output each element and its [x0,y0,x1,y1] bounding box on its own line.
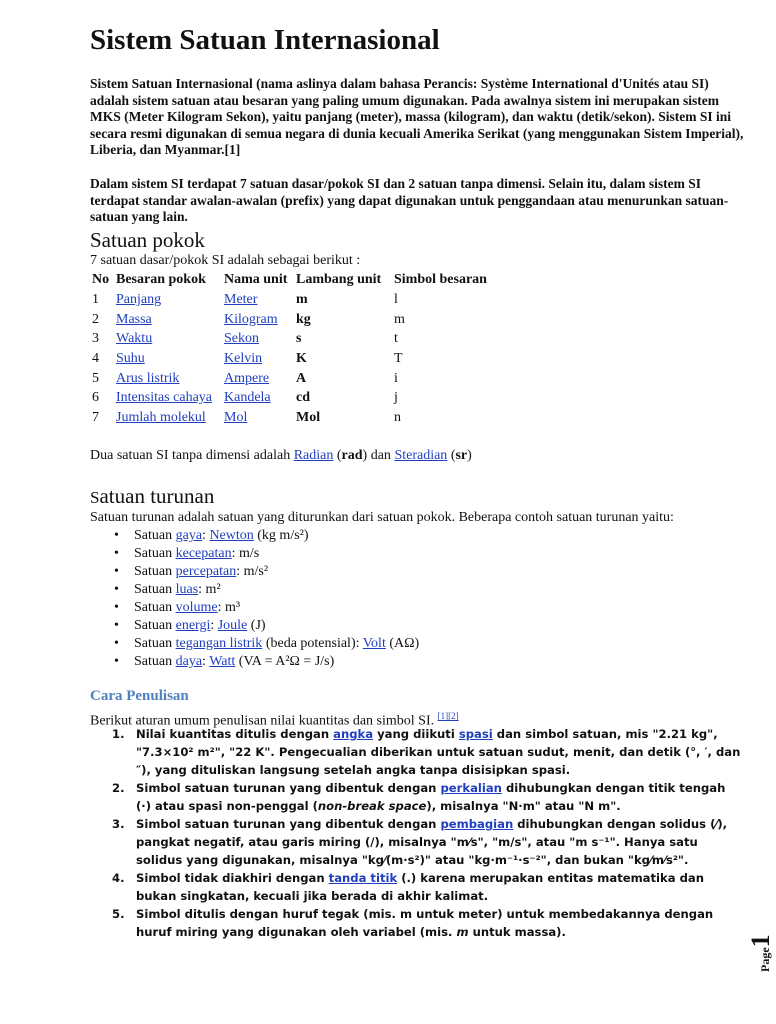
list-item: • Satuan energi: Joule (J) [114,618,266,633]
bullet-icon: • [114,654,119,669]
page-number: 1 [746,934,775,948]
sr-symbol: sr [455,448,468,463]
cell-no: 1 [92,291,99,307]
cell-no: 5 [92,370,99,386]
cell-simbol: i [394,370,398,386]
steradian-link[interactable]: Steradian [394,448,448,463]
rule-number: 1. [112,727,125,741]
rule-item: 5. Simbol ditulis dengan huruf tegak (mis. m untuk meter) untuk membedakannya dengan huruf miring yang digunakan oleh variabel (mis. m untuk massa). [112,907,714,939]
dimensionless-units-text: Dua satuan SI tanpa dimensi adalah Radian (rad) dan Steradian (sr) [90,448,472,463]
quantity-link[interactable]: percepatan [175,564,237,579]
cell-lambang-unit: m [296,291,308,307]
list-item: • Satuan luas: m² [114,582,221,597]
cell-no: 6 [92,390,99,406]
page-word: Page [758,947,772,972]
table-header-row [90,270,491,290]
rule-link[interactable]: spasi [458,727,493,741]
page-title: Sistem Satuan Internasional [90,24,440,56]
rule-number: 4. [112,871,125,885]
writing-rules-list [112,725,742,941]
cell-lambang-unit: A [296,370,307,386]
quantity-link[interactable]: gaya [175,528,203,543]
rule-link[interactable]: perkalian [440,781,502,795]
quantity-link[interactable]: luas [175,582,199,597]
quantity-link[interactable]: energi [175,618,211,633]
rule-link[interactable]: tanda titik [328,871,398,885]
cell-no: 4 [92,350,99,366]
rule-item: 1. Nilai kuantitas ditulis dengan angka yang diikuti spasi dan simbol satuan, mis "2.21 kg", "7.3×10² m²", "22 K". Pengecualian diberikan untuk satuan sudut, menit, dan detik (°, ′, dan ″), yang dituliskan langsung setelah angka tanpa disisipkan spasi. [112,727,741,777]
list-item: • Satuan gaya: Newton (kg m/s²) [114,528,309,543]
heading-satuan-turunan: Satuan turunan [90,484,215,508]
header-nama-unit: Nama unit [224,272,288,287]
unit-link[interactable]: Joule [217,618,248,633]
unit-link[interactable]: Newton [209,528,254,543]
table-body [90,290,491,428]
bullet-icon: • [114,528,119,543]
table-row [90,388,491,408]
rule-item: 4. Simbol tidak diakhiri dengan tanda titik (.) karena merupakan entitas matematika dan bukan singkatan, kecuali jika berada di akhir kalimat. [112,871,704,903]
rule-number: 2. [112,781,125,795]
rule-number: 5. [112,907,125,921]
cell-besaran-link[interactable]: Waktu [116,331,153,347]
satuan-turunan-intro: Satuan turunan adalah satuan yang diturunkan dari satuan pokok. Beberapa contoh satuan turunan yaitu: [90,510,674,525]
header-lambang-unit: Lambang unit [296,272,382,287]
unit-link[interactable]: Volt [362,636,386,651]
heading-cara-penulisan: Cara Penulisan [90,688,189,704]
intro-paragraph-2: Dalam sistem SI terdapat 7 satuan dasar/pokok SI dan 2 satuan tanpa dimensi. Selain itu, dalam sistem SI terdapat standar awalan-awalan (prefix) yang dapat digunakan untuk penggandaan atau menurunkan satuan-satuan yang lain. [90,176,729,224]
heading-satuan-pokok: Satuan pokok [90,228,205,252]
table-row [90,329,491,349]
cell-lambang-unit: kg [296,311,311,327]
quantity-link[interactable]: daya [175,654,203,669]
rule-link[interactable]: pembagian [440,817,514,831]
list-item: • Satuan percepatan: m/s² [114,564,269,579]
cara-penulisan-intro: Berikut aturan umum penulisan nilai kuantitas dan simbol SI. [1][2] [90,711,459,729]
radian-link[interactable]: Radian [293,448,334,463]
table-row [90,290,491,310]
rule-link[interactable]: angka [333,727,374,741]
base-units-table [90,270,491,428]
page-number-label [742,908,775,978]
cell-simbol: l [394,291,398,307]
cell-nama-unit-link[interactable]: Mol [224,409,248,425]
rad-symbol: rad [341,448,363,463]
derived-units-list [114,527,419,671]
rule-item: 2. Simbol satuan turunan yang dibentuk dengan perkalian dihubungkan dengan titik tengah (·) atau spasi non-penggal (non-break space), misalnya "N·m" atau "N m". [112,781,726,813]
rule-item: 3. Simbol satuan turunan yang dibentuk dengan pembagian dihubungkan dengan solidus (⁄), pangkat negatif, atau garis miring (/), misalnya "m⁄s", "m/s", atau "m s⁻¹". Hanya satu solidus yang digunakan, misalnya "kg⁄(m·s²)" atau "kg·m⁻¹·s⁻²", dan bukan "kg⁄m⁄s²". [112,817,728,867]
table-row [90,408,491,428]
quantity-link[interactable]: kecepatan [175,546,232,561]
cell-nama-unit-link[interactable]: Kelvin [224,350,263,366]
table-row [90,310,491,330]
cell-besaran-link[interactable]: Arus listrik [116,370,180,386]
cell-besaran-link[interactable]: Panjang [116,291,162,307]
bullet-icon: • [114,582,119,597]
cell-simbol: j [394,390,398,406]
cell-lambang-unit: Mol [296,409,321,425]
table-row [90,369,491,389]
quantity-link[interactable]: tegangan listrik [175,636,263,651]
cell-simbol: n [394,409,401,425]
cell-besaran-link[interactable]: Intensitas cahaya [116,390,213,406]
list-item: • Satuan kecepatan: m/s [114,546,260,561]
bullet-icon: • [114,636,119,651]
cell-nama-unit-link[interactable]: Meter [224,291,258,307]
dimless-prefix: Dua satuan SI tanpa dimensi adalah [90,448,294,463]
bullet-icon: • [114,600,119,615]
unit-link[interactable]: Watt [209,654,236,669]
list-item: • Satuan tegangan listrik (beda potensial): Volt (AΩ) [114,636,420,651]
cell-besaran-link[interactable]: Suhu [116,350,145,366]
header-no: No [92,272,110,287]
bullet-icon: • [114,618,119,633]
cell-lambang-unit: cd [296,390,310,406]
rule-italic: m [456,925,469,939]
intro-paragraph-1: Sistem Satuan Internasional (nama aslinya dalam bahasa Perancis: Système International d'Unités atau SI) adalah sistem satuan atau besaran yang paling umum digunakan. Pada awalnya sistem ini merupakan sistem MKS (Meter Kilogram Sekon), yaitu panjang (meter), massa (kilogram), dan waktu (detik/sekon). Sistem SI ini secara resmi digunakan di semua negara di dunia kecuali Amerika Serikat (yang menggunakan Sistem Imperial), Liberia, dan Myanmar.[1] [90,76,744,157]
cell-no: 2 [92,311,99,327]
rule-number: 3. [112,817,125,831]
cell-no: 7 [92,409,99,425]
cell-nama-unit-link[interactable]: Kilogram [224,311,278,327]
cell-besaran-link[interactable]: Massa [116,311,152,327]
header-simbol-besaran: Simbol besaran [394,272,487,287]
satuan-pokok-subtitle: 7 satuan dasar/pokok SI adalah sebagai berikut : [90,253,361,268]
cell-nama-unit-link[interactable]: Kandela [224,390,271,406]
list-item: • Satuan daya: Watt (VA = A²Ω = J/s) [114,654,335,669]
cell-simbol: m [394,311,405,327]
cell-nama-unit-link[interactable]: Sekon [224,331,259,347]
bullet-icon: • [114,546,119,561]
table-row [90,349,491,369]
header-besaran: Besaran pokok [116,272,206,287]
cell-lambang-unit: K [296,350,307,366]
rule-italic: non-break space [317,799,427,813]
bullet-icon: • [114,564,119,579]
cell-besaran-link[interactable]: Jumlah molekul [116,409,206,425]
list-item: • Satuan volume: m³ [114,600,241,615]
reference-link[interactable]: [1][2] [437,711,459,721]
quantity-link[interactable]: volume [175,600,218,615]
cell-simbol: t [394,331,398,347]
cell-simbol: T [394,350,403,366]
cell-lambang-unit: s [296,331,302,347]
cell-nama-unit-link[interactable]: Ampere [224,370,270,386]
cell-no: 3 [92,331,99,347]
